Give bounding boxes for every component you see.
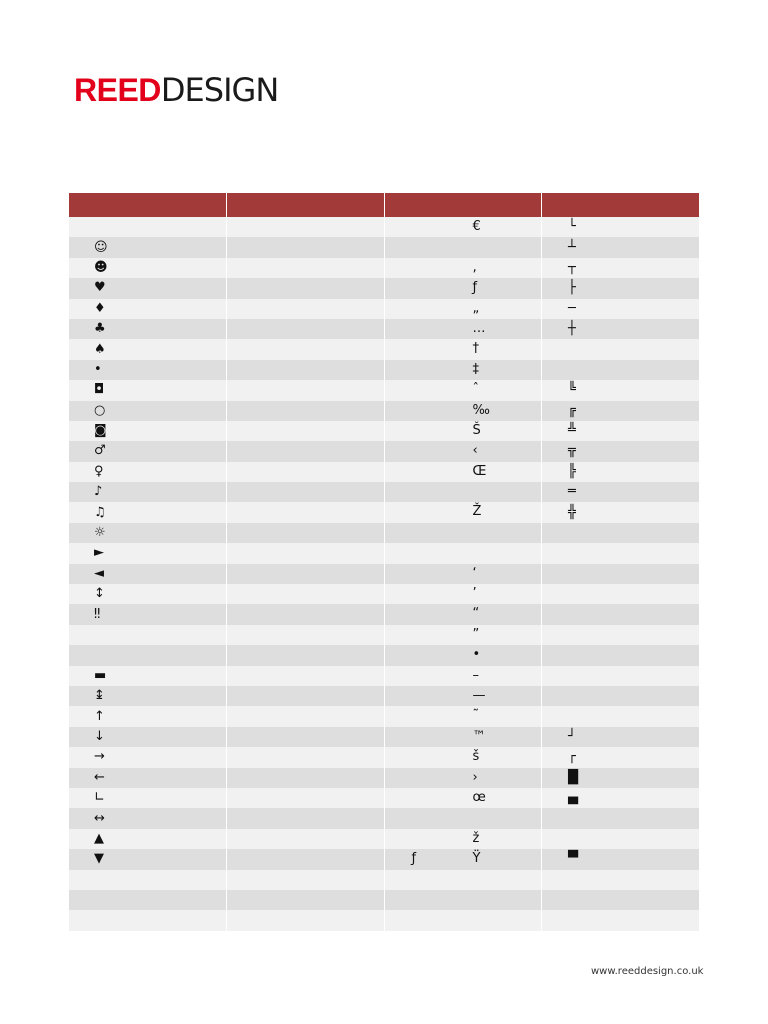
character-glyph: █	[568, 769, 578, 785]
table-cell	[227, 319, 385, 339]
character-glyph: ☻	[94, 259, 108, 275]
table-cell	[542, 278, 700, 298]
character-glyph: ◙	[94, 423, 107, 439]
table-cell	[227, 584, 385, 604]
character-glyph: –	[472, 667, 479, 683]
table-cell	[542, 217, 700, 237]
character-glyph: „	[472, 300, 480, 316]
table-cell	[384, 319, 542, 339]
character-glyph: Š	[472, 422, 481, 438]
table-cell	[69, 768, 227, 788]
brand-logo	[74, 70, 278, 110]
table-cell	[227, 339, 385, 359]
character-glyph: └	[568, 219, 576, 235]
table-cell	[542, 890, 700, 910]
column-header	[384, 193, 542, 217]
character-glyph: ♣	[94, 321, 106, 337]
table-cell	[69, 360, 227, 380]
character-glyph: ↑	[94, 708, 105, 724]
table-cell	[227, 441, 385, 461]
table-cell	[227, 849, 385, 869]
table-cell	[384, 686, 542, 706]
character-glyph: €	[472, 219, 481, 234]
logo-red-text: REED	[74, 72, 161, 108]
table-cell	[384, 666, 542, 686]
table-cell	[69, 870, 227, 890]
table-cell	[227, 401, 385, 421]
table-cell	[69, 380, 227, 400]
character-glyph: ◘	[94, 382, 105, 398]
table-header-row	[69, 193, 699, 217]
character-glyph: ○	[94, 402, 106, 418]
table-cell	[542, 808, 700, 828]
table-cell	[69, 278, 227, 298]
table-cell	[542, 380, 700, 400]
character-glyph: œ	[472, 789, 486, 805]
table-cell	[227, 747, 385, 767]
character-glyph: —	[472, 687, 486, 703]
table-cell	[542, 360, 700, 380]
table-cell	[227, 870, 385, 890]
logo-dark-text: DESIGN	[160, 71, 279, 109]
table-cell	[384, 890, 542, 910]
table-cell	[542, 441, 700, 461]
character-glyph: ─	[568, 300, 576, 316]
character-glyph: •	[94, 361, 102, 377]
table-cell	[227, 299, 385, 319]
table-row	[69, 666, 699, 686]
table-cell	[227, 278, 385, 298]
table-cell	[227, 523, 385, 543]
table-cell	[384, 482, 542, 502]
table-cell	[227, 890, 385, 910]
table-cell	[384, 360, 542, 380]
table-row	[69, 237, 699, 257]
character-glyph: ♪	[94, 484, 103, 500]
character-glyph: ›	[472, 769, 478, 785]
character-glyph: ╬	[568, 504, 576, 520]
table-cell	[227, 727, 385, 747]
table-row	[69, 747, 699, 767]
table-cell	[384, 543, 542, 563]
table-cell	[542, 625, 700, 645]
table-cell	[69, 727, 227, 747]
table-cell	[227, 217, 385, 237]
table-cell	[69, 523, 227, 543]
table-cell	[227, 910, 385, 930]
table-cell	[69, 808, 227, 828]
character-glyph: →	[94, 749, 105, 765]
table-cell	[69, 747, 227, 767]
table-cell	[384, 421, 542, 441]
table-row	[69, 604, 699, 624]
table-row	[69, 482, 699, 502]
table-row	[69, 870, 699, 890]
character-glyph: ˆ	[472, 382, 479, 398]
table-cell	[384, 237, 542, 257]
table-cell	[542, 502, 700, 522]
table-cell	[227, 237, 385, 257]
character-glyph: ←	[94, 769, 105, 785]
character-glyph: ╩	[568, 423, 576, 439]
table-row	[69, 686, 699, 706]
table-cell	[69, 788, 227, 808]
character-glyph: ↔	[94, 810, 105, 826]
character-glyph: †	[472, 341, 479, 357]
character-glyph: ╦	[568, 443, 576, 459]
character-glyph: ╚	[568, 382, 576, 398]
table-cell	[542, 747, 700, 767]
table-row	[69, 319, 699, 339]
character-glyph: ‼	[94, 606, 101, 622]
table-cell	[542, 482, 700, 502]
table-cell	[227, 625, 385, 645]
column-header	[542, 193, 700, 217]
character-glyph: ◄	[94, 565, 104, 581]
footer-url: www.reeddesign.co.uk	[591, 966, 704, 977]
table-cell	[384, 258, 542, 278]
table-cell	[69, 258, 227, 278]
character-glyph: ♂	[94, 443, 106, 459]
table-cell	[69, 401, 227, 421]
table-cell	[384, 604, 542, 624]
character-glyph: ▄	[568, 790, 578, 806]
table-cell	[542, 849, 700, 869]
table-cell	[69, 564, 227, 584]
table-row	[69, 584, 699, 604]
table-cell	[542, 462, 700, 482]
character-glyph: ™	[472, 728, 486, 744]
character-glyph: ▲	[94, 830, 104, 846]
table-cell	[384, 584, 542, 604]
table-cell	[384, 564, 542, 584]
character-glyph: ├	[568, 280, 576, 296]
table-cell	[384, 523, 542, 543]
table-cell	[542, 258, 700, 278]
table-cell	[542, 666, 700, 686]
table-row	[69, 645, 699, 665]
table-cell	[542, 829, 700, 849]
table-cell	[69, 421, 227, 441]
table-cell	[227, 502, 385, 522]
table-cell	[384, 706, 542, 726]
table-cell	[384, 441, 542, 461]
table-cell	[227, 666, 385, 686]
table-header	[69, 193, 699, 217]
table-row	[69, 788, 699, 808]
character-glyph: ‹	[472, 443, 478, 459]
table-cell	[542, 421, 700, 441]
table-cell	[542, 564, 700, 584]
table-cell	[69, 237, 227, 257]
table-cell	[542, 706, 700, 726]
table-row	[69, 278, 699, 298]
table-row	[69, 299, 699, 319]
table-cell	[227, 543, 385, 563]
character-glyph: ƒ	[472, 280, 478, 296]
table-cell	[69, 890, 227, 910]
table-cell	[69, 625, 227, 645]
table-cell	[542, 870, 700, 890]
table-cell	[384, 462, 542, 482]
table-cell	[542, 319, 700, 339]
table-cell	[384, 217, 542, 237]
table-row	[69, 890, 699, 910]
character-glyph: ž	[472, 830, 480, 846]
table-cell	[227, 380, 385, 400]
character-glyph: ˜	[472, 708, 479, 724]
table-cell	[69, 645, 227, 665]
table-cell	[542, 727, 700, 747]
character-glyph: ∟	[94, 790, 105, 806]
character-glyph: ‚	[472, 259, 477, 275]
character-glyph: ’	[472, 586, 477, 602]
table-cell	[69, 441, 227, 461]
character-glyph: ♀	[94, 463, 104, 479]
table-cell	[384, 645, 542, 665]
character-glyph: ♦	[94, 300, 106, 316]
table-cell	[384, 747, 542, 767]
table-row	[69, 462, 699, 482]
table-cell	[69, 217, 227, 237]
character-glyph: “	[472, 606, 480, 622]
character-glyph: ▼	[94, 851, 104, 867]
table-cell	[542, 299, 700, 319]
table-cell	[542, 237, 700, 257]
column-header	[227, 193, 385, 217]
character-glyph: ►	[94, 545, 104, 561]
table-cell	[69, 299, 227, 319]
table-cell	[384, 849, 542, 869]
table-row	[69, 441, 699, 461]
table-cell	[384, 870, 542, 890]
table-row	[69, 706, 699, 726]
table-cell	[69, 706, 227, 726]
table-row	[69, 727, 699, 747]
table-cell	[384, 625, 542, 645]
table-cell	[384, 299, 542, 319]
table-cell	[384, 788, 542, 808]
character-glyph: ☺	[94, 239, 108, 255]
table-cell	[69, 543, 227, 563]
character-glyph: ┬	[568, 259, 576, 275]
table-cell	[384, 502, 542, 522]
table-cell	[542, 339, 700, 359]
character-glyph: ┘	[568, 728, 576, 744]
table-cell	[384, 808, 542, 828]
character-glyph: ♫	[94, 504, 106, 520]
character-glyph: ┼	[568, 321, 576, 337]
table-row	[69, 910, 699, 930]
character-glyph: ┌	[568, 749, 576, 765]
table-cell	[542, 686, 700, 706]
table-row	[69, 808, 699, 828]
table-cell	[227, 829, 385, 849]
table-cell	[227, 645, 385, 665]
table-cell	[69, 604, 227, 624]
table-cell	[227, 482, 385, 502]
table-row	[69, 523, 699, 543]
table-body	[69, 217, 699, 931]
table-cell	[227, 686, 385, 706]
character-glyph: •	[472, 647, 481, 663]
table-row	[69, 339, 699, 359]
table-cell	[69, 666, 227, 686]
table-cell	[69, 482, 227, 502]
column-header	[69, 193, 227, 217]
character-glyph: ☼	[94, 525, 106, 541]
table-cell	[384, 768, 542, 788]
table-row	[69, 502, 699, 522]
table-row	[69, 217, 699, 237]
table-cell	[227, 258, 385, 278]
table-cell	[542, 604, 700, 624]
character-glyph: ▀	[568, 851, 578, 867]
character-glyph: ‰	[472, 402, 490, 418]
character-table	[69, 193, 699, 931]
table-row	[69, 768, 699, 788]
table-cell	[227, 808, 385, 828]
character-glyph: š	[472, 749, 480, 765]
character-glyph: ╔	[568, 402, 576, 418]
character-glyph: Ž	[472, 504, 482, 520]
character-glyph: Ÿ	[472, 851, 481, 867]
character-glyph: ♥	[94, 280, 106, 296]
table-cell	[384, 380, 542, 400]
table-cell	[542, 645, 700, 665]
table-cell	[384, 278, 542, 298]
table-row	[69, 829, 699, 849]
character-glyph: ▬	[94, 667, 107, 683]
table-cell	[69, 849, 227, 869]
table-cell	[69, 584, 227, 604]
table-cell	[69, 686, 227, 706]
table-cell	[542, 788, 700, 808]
table-cell	[227, 564, 385, 584]
table-cell	[69, 339, 227, 359]
table-cell	[227, 462, 385, 482]
table-row	[69, 421, 699, 441]
table-cell	[69, 462, 227, 482]
table-cell	[384, 339, 542, 359]
character-glyph: Œ	[472, 463, 487, 479]
table-cell	[69, 829, 227, 849]
table-cell	[69, 910, 227, 930]
table-cell	[227, 421, 385, 441]
table-row	[69, 543, 699, 563]
character-glyph: ╠	[568, 463, 576, 479]
character-glyph: ↓	[94, 728, 105, 744]
table-cell	[227, 604, 385, 624]
character-glyph: ‡	[472, 361, 479, 377]
table-cell	[384, 727, 542, 747]
table-cell	[69, 502, 227, 522]
table-cell	[227, 788, 385, 808]
table-cell	[227, 706, 385, 726]
table-row	[69, 401, 699, 421]
table-row	[69, 564, 699, 584]
table-cell	[69, 319, 227, 339]
character-glyph: ┴	[568, 239, 576, 255]
table-cell	[384, 829, 542, 849]
table-cell	[384, 910, 542, 930]
table-cell	[384, 401, 542, 421]
table-cell	[542, 584, 700, 604]
table-cell	[542, 543, 700, 563]
table-row	[69, 380, 699, 400]
table-row	[69, 258, 699, 278]
character-glyph: ♠	[94, 341, 106, 357]
table-cell	[542, 768, 700, 788]
table-cell	[227, 360, 385, 380]
table-row	[69, 360, 699, 380]
table-row	[69, 849, 699, 869]
character-glyph: ‘	[472, 565, 477, 581]
table-cell	[542, 401, 700, 421]
table-cell	[542, 523, 700, 543]
character-glyph: ”	[472, 626, 480, 642]
table-cell	[542, 910, 700, 930]
table-row	[69, 625, 699, 645]
character-glyph: ↨	[94, 688, 105, 704]
character-glyph: ═	[568, 484, 576, 500]
character-glyph-extra: ƒ	[411, 851, 417, 867]
table-cell	[227, 768, 385, 788]
character-glyph: …	[472, 320, 486, 336]
character-glyph: ↕	[94, 586, 105, 602]
